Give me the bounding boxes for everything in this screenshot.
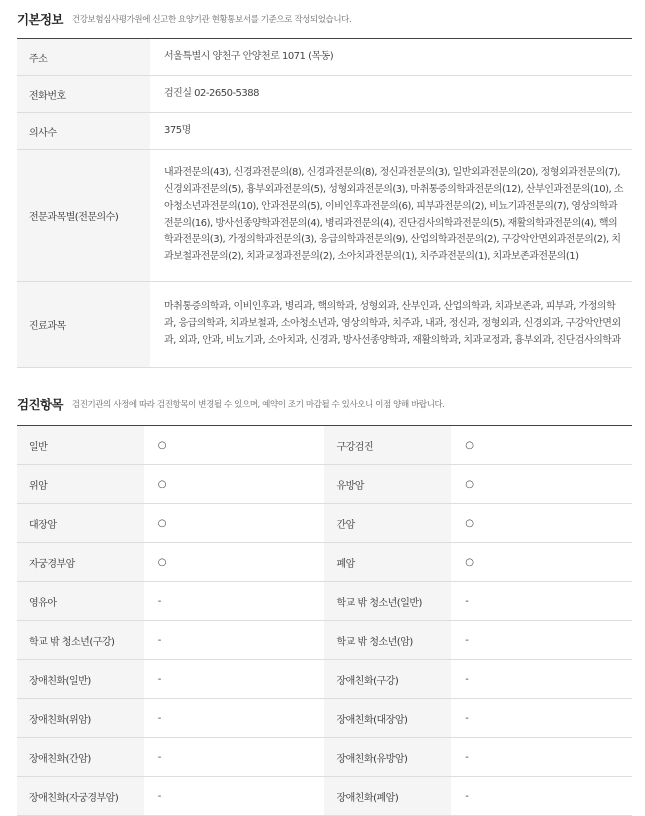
exam-row [17,699,632,738]
exam-label: 구강검진 [324,426,451,465]
phone-value: 검진실 02-2650-5388 [150,76,632,113]
exam-row [17,504,632,543]
exam-row [17,426,632,465]
address-row [17,39,632,76]
exam-value: - [451,660,632,699]
exam-row [17,465,632,504]
exam-value: ○ [451,543,632,582]
exam-label: 장애친화(자궁경부암) [17,777,144,816]
exam-value: - [144,738,325,777]
departments-value: 마취통증의학과, 이비인후과, 병리과, 핵의학과, 성형외과, 산부인과, 산업의학과, 치과보존과, 피부과, 가정의학과, 응급의학과, 치과보철과, 소아청소년과, 영상의학과, 치주과, 내과, 정신과, 정형외과, 신경외과, 구강악안면외과, 외과, 안과, 비뇨기과, 소아치과, 신경과, 방사선종양학과, 재활의학과, 치과교정과, 흉부외과, 진단검사의학과 [150,282,632,368]
exam-label: 학교 밖 청소년(일반) [324,582,451,621]
exam-label: 위암 [17,465,144,504]
basic-info-note: 건강보험심사평가원에 신고한 요양기관 현황통보서를 기준으로 작성되었습니다. [71,15,352,25]
doctor-count-row [17,113,632,150]
exam-label: 학교 밖 청소년(암) [324,621,451,660]
exam-label: 폐암 [324,543,451,582]
exam-label: 학교 밖 청소년(구강) [17,621,144,660]
exam-value: - [144,777,325,816]
exam-value: - [451,699,632,738]
address-value: 서울특별시 양천구 안양천로 1071 (목동) [150,39,632,76]
exam-label: 장애친화(간암) [17,738,144,777]
basic-info-table [17,38,632,368]
departments-label: 진료과목 [17,282,150,368]
exam-label: 장애친화(폐암) [324,777,451,816]
specialist-row [17,150,632,282]
address-label: 주소 [17,39,150,76]
exam-row [17,738,632,777]
basic-info-header [0,0,645,38]
exam-value: ○ [451,465,632,504]
exam-row [17,582,632,621]
exam-value: - [144,621,325,660]
exam-items-table [17,425,632,816]
exam-label: 영유아 [17,582,144,621]
exam-label: 일반 [17,426,144,465]
exam-items-title: 검진항목 [17,397,63,412]
specialist-label: 전문과목별(전문의수) [17,150,150,282]
departments-row [17,282,632,368]
exam-value: - [451,621,632,660]
specialist-value: 내과전문의(43), 신경과전문의(8), 신경과전문의(8), 정신과전문의(3), 일반외과전문의(20), 정형외과전문의(7), 신경외과전문의(5), 흉부외과전문의(5), 성형외과전문의(3), 마취통증의학과전문의(12), 산부인과전문의(10), 소아청소년과전문의(10), 안과전문의(5), 이비인후과전문의(6), 피부과전문의(2), 비뇨기과전문의(7), 영상의학과전문의(16), 방사선종양학과전문의(4), 병리과전문의(4), 진단검사의학과전문의(5), 재활의학과전문의(4), 핵의학과전문의(3), 가정의학과전문의(3), 응급의학과전문의(9), 산업의학과전문의(2), 구강악안면외과전문의(2), 치과보철과전문의(2), 치과교정과전문의(2), 소아치과전문의(1), 치주과전문의(1), 치과보존과전문의(1) [150,150,632,282]
exam-value: - [451,738,632,777]
exam-row [17,621,632,660]
exam-value: - [451,582,632,621]
exam-value: - [144,582,325,621]
exam-label: 간암 [324,504,451,543]
phone-row [17,76,632,113]
exam-value: ○ [144,426,325,465]
exam-label: 자궁경부암 [17,543,144,582]
exam-label: 유방암 [324,465,451,504]
doctor-count-label: 의사수 [17,113,150,150]
exam-row [17,777,632,816]
exam-value: ○ [144,504,325,543]
exam-value: ○ [451,426,632,465]
exam-value: ○ [451,504,632,543]
exam-row [17,660,632,699]
exam-value: - [144,699,325,738]
exam-label: 장애친화(대장암) [324,699,451,738]
basic-info-title: 기본정보 [17,12,63,27]
exam-label: 장애친화(구강) [324,660,451,699]
exam-label: 장애친화(유방암) [324,738,451,777]
exam-value: - [451,777,632,816]
exam-items-header [0,383,645,425]
doctor-count-value: 375명 [150,113,632,150]
exam-items-note: 검진기관의 사정에 따라 검진항목이 변경될 수 있으며, 예약이 조기 마감될 수 있사오니 이점 양해 바랍니다. [71,400,445,410]
phone-label: 전화번호 [17,76,150,113]
exam-value: ○ [144,465,325,504]
exam-value: - [144,660,325,699]
exam-row [17,543,632,582]
exam-label: 장애친화(위암) [17,699,144,738]
exam-label: 대장암 [17,504,144,543]
exam-value: ○ [144,543,325,582]
exam-label: 장애친화(일반) [17,660,144,699]
